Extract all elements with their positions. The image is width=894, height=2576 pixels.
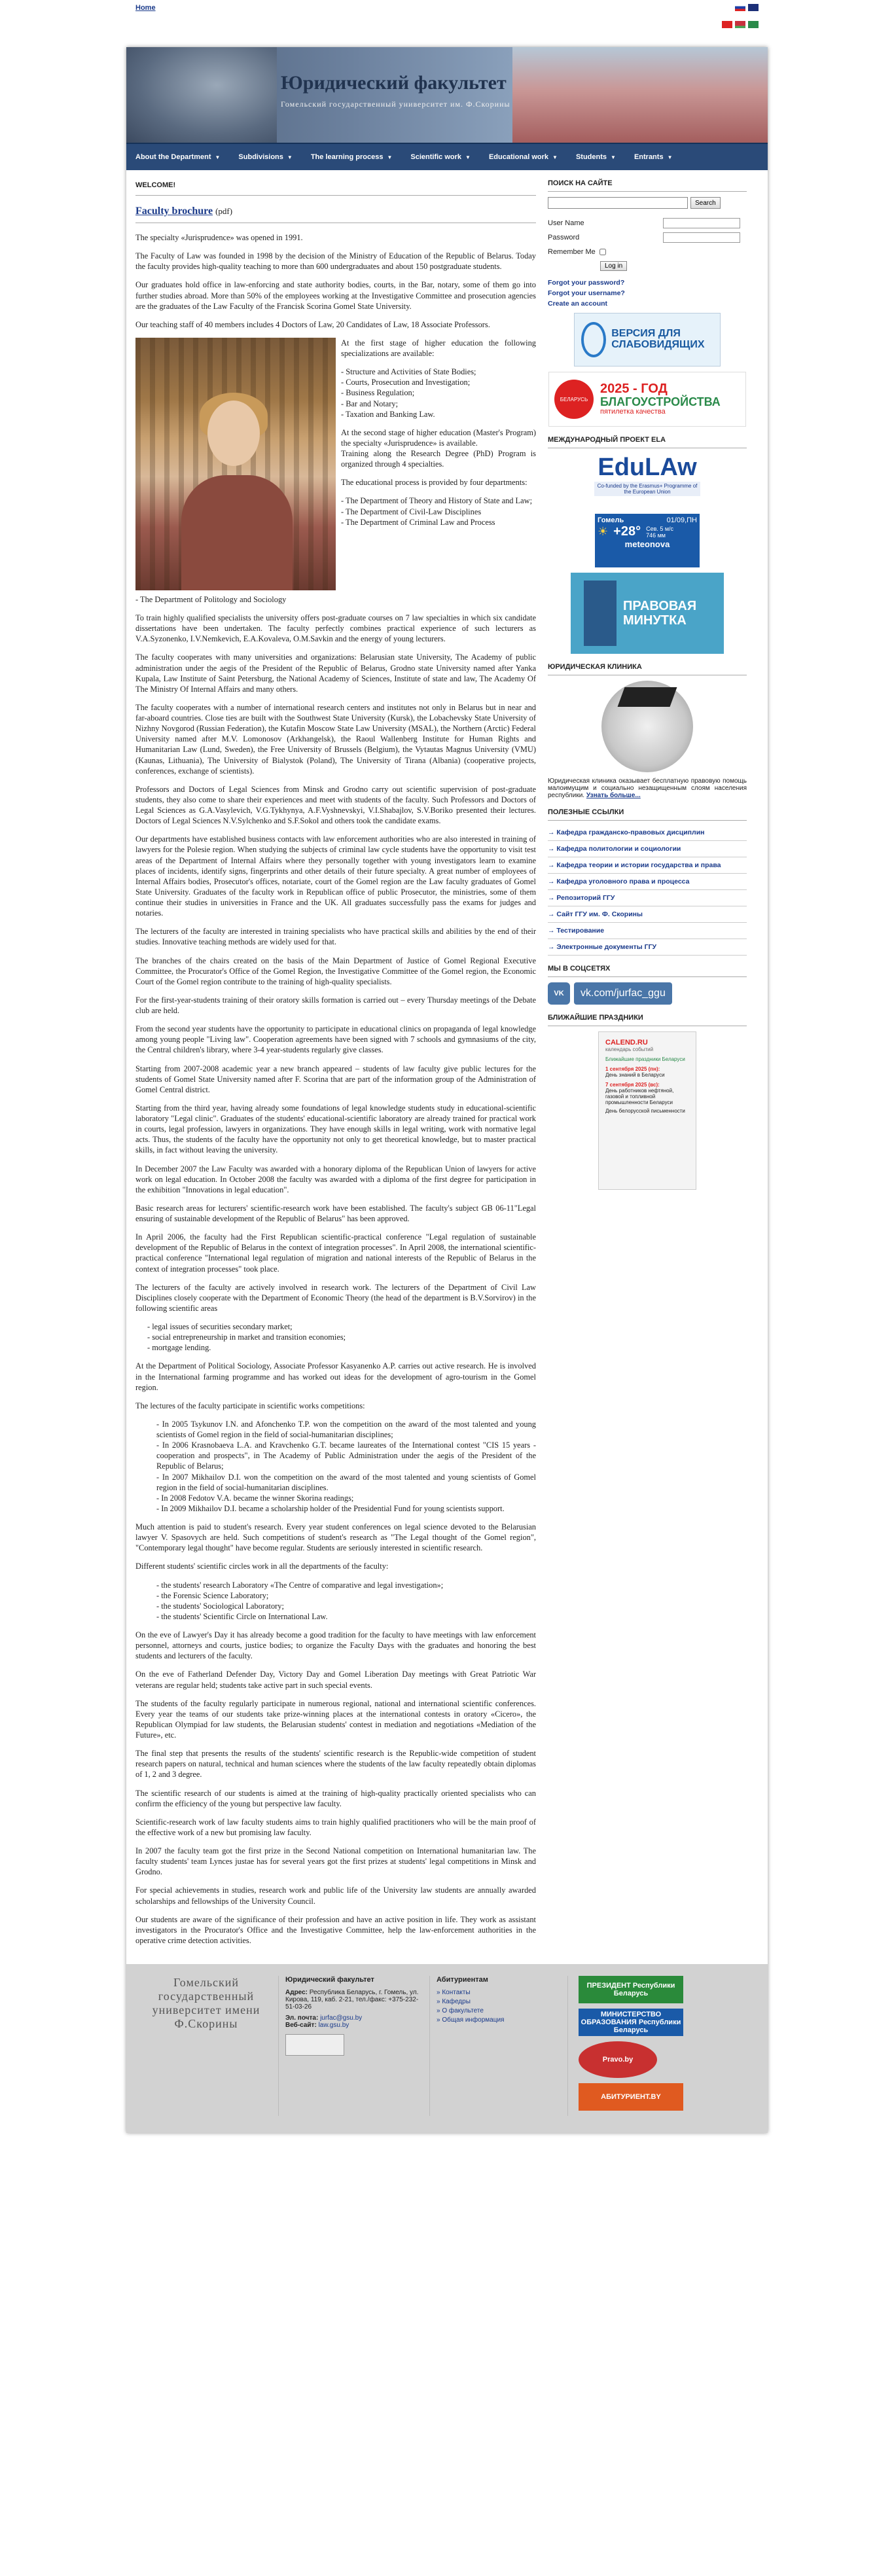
home-link[interactable]: Home	[135, 4, 156, 12]
footer-faculty-col	[278, 1976, 429, 2116]
list-item: - Courts, Prosecution and Investigation;	[341, 378, 471, 387]
holiday-event: День знаний в Беларуси	[605, 1072, 665, 1078]
paragraph: The scientific research of our students is aimed at the training of high-quality practically oriented specialists who can confirm the efficiency of the young but perspective law faculty.	[135, 1788, 536, 1808]
circles-list	[135, 1580, 536, 1622]
paragraph: In 2007 the faculty team got the first prize in the Second National competition on International humanitarian law. The faculty students' team Lynces justae has for several years got the first prizes at students' legal competitions in Minsk and Grodno.	[135, 1846, 536, 1877]
paragraph: Our graduates hold office in law-enforcing and state authority bodies, courts, in the Bar, notary, some of them go into further studies abroad. More than 50% of the employees working at the Investigative Committee and prosecution agencies are the graduates of the Law Faculty of the Francisk Scorina Gomel State University.	[135, 280, 536, 311]
holiday-event: День белорусской письменности	[605, 1108, 685, 1114]
list-item: - the students' Sociological Laboratory;	[156, 1601, 284, 1611]
password-label: Password	[548, 234, 580, 241]
chevron-down-icon: ▼	[215, 154, 221, 160]
holiday-calendar-widget[interactable]	[598, 1031, 696, 1190]
footer-entrants-col	[429, 1976, 567, 2116]
nav-educational[interactable]	[480, 144, 567, 170]
forgot-password-link[interactable]: Forgot your password?	[548, 279, 625, 287]
weather-date: 01/09,ПН	[666, 516, 697, 524]
nav-about[interactable]	[126, 144, 229, 170]
year-banner[interactable]	[548, 372, 746, 427]
weather-body	[598, 524, 697, 539]
holiday-date: 1 сентября 2025 (пн):	[605, 1066, 660, 1072]
flag-en-icon[interactable]	[748, 4, 759, 11]
belarus-emblem-icon: БЕЛАРУСЬ	[554, 380, 594, 419]
areas-list	[135, 1321, 536, 1353]
paragraph: The branches of the chairs created on the basis of the Main Department of Justice of Gomel Regional Executive Committee, the Procurator's Office of the Gomel Region, the Investigative Committee of the Gomel region, the Economic Court of the Gomel region contribute to the training of high-quality specialists.	[135, 956, 536, 986]
brochure-line	[135, 205, 536, 219]
paragraph: At the Department of Political Sociology, Associate Professor Kasyanenko A.P. carries out active research. He is involved in the International farming programme and has worked out ideas for the development of agro-tourism in the Gomel region.	[135, 1361, 536, 1392]
edulaw-eu-caption: Co-funded by the Erasmus+ Programme of the European Union	[594, 482, 700, 496]
nav-students[interactable]	[567, 144, 625, 170]
footer-email	[285, 2014, 423, 2022]
useful-link[interactable]: → Кафедра уголовного права и процесса	[548, 874, 747, 890]
paragraph: The students of the faculty regularly participate in numerous regional, national and international scientific conferences. Every year the teams of our students take prize-winning places at the international contests in oratory «Cicero», the Republican Olympiad for law students, the Belarusian students' contest in mediation and negotiations «Mediation of the Future», etc.	[135, 1698, 536, 1740]
paragraph: Professors and Doctors of Legal Sciences from Minsk and Grodno carry out scientific supervision of post-graduate students, they also come to share their experiences and meet with students of the faculty. Such Professors and Doctors of Legal Sciences as G.A.Vasylevich, V.G.Tykhynya, A.F.Vyshnevskyi, V.I.Shabajlov, S.V.Boriko presented their lectures. Doctors of Legal Sciences N.V.Sylchenko and S.F.Sokol and others took the candidate exams.	[135, 784, 536, 826]
site-title[interactable]: Юридический факультет	[281, 72, 507, 94]
clinic-logo[interactable]	[601, 681, 693, 772]
president-badge[interactable]: ПРЕЗИДЕНТ Республики Беларусь	[579, 1976, 683, 2003]
paragraph: For the first-year-students training of their oratory skills formation is carried out – every Thursday meetings of the Debate club are held.	[135, 995, 536, 1016]
paragraph: The faculty cooperates with many universities and organizations: Belarusian state University, The Academy of public administration under the aegis of the President of the Republic of Belarus, Grodno state University named after Yanka Kupala, Law Institute of Saint Petersburg, the National Academy of Sciences, Institute of state and law, The Academy Of The Ministry Of Internal Affairs and many others.	[135, 653, 536, 694]
holidays-heading: БЛИЖАЙШИЕ ПРАЗДНИКИ	[548, 1014, 643, 1022]
legal-minute-text	[623, 599, 696, 628]
create-account-link[interactable]: Create an account	[548, 300, 608, 308]
flag-ru-icon[interactable]	[735, 4, 745, 11]
paragraph: Starting from the third year, having already some foundations of legal knowledge students study in educational-scientific laboratory "Legal clinic". Graduates of the students' educational-scientific laboratory are already trained for practical work in courts, legal profession, lawyers in organizations. They have enough skills in legal writing, work with normative legal acts. Thus, the students of the faculty have the opportunity not only to get theoretical knowledge, but to master practical skills, in fact without leaving the university.	[135, 1103, 536, 1155]
nav-label: Students	[575, 153, 607, 161]
search-form	[548, 197, 747, 209]
useful-link[interactable]: → Кафедра теории и истории государства и права	[548, 857, 747, 874]
paragraph: The Faculty of Law was founded in 1998 by the decision of the Ministry of Education of the Republic of Belarus. Today the faculty provides high-quality teaching to more than 600 undergraduates and about 150 postgraduate students.	[135, 251, 536, 272]
list-item: - the Forensic Science Laboratory;	[156, 1590, 269, 1600]
nav-label: About the Department	[135, 153, 211, 161]
paragraph: For special achievements in studies, research work and public life of the University law students are annually awarded scholarships and fellowships of the University Council.	[135, 1886, 536, 1906]
list-item: - Bar and Notary;	[341, 399, 399, 408]
list-item: - social entrepreneurship in market and transition economies;	[147, 1333, 346, 1342]
username-label: User Name	[548, 219, 584, 227]
low-vision-label: ВЕРСИЯ ДЛЯ СЛАБОВИДЯЩИХ	[611, 328, 705, 350]
web-label: Веб-сайт:	[285, 2022, 317, 2030]
paragraph: Scientific-research work of law faculty students aims to train highly qualified practitioners who will be the main proof of the effective work of a new but promising law faculty.	[135, 1817, 536, 1837]
chevron-down-icon: ▼	[552, 154, 558, 160]
year-banner-line: 2025 - ГОД	[600, 382, 668, 397]
weather-widget[interactable]	[595, 514, 700, 567]
paragraph: In December 2007 the Law Faculty was awarded with a honorary diploma of the Republican Union of lawyers for active work on legal education. In October 2008 the faculty was awarded with a diploma of the first degree for participation in the exhibition "Innovations in legal education".	[135, 1164, 536, 1194]
content-area	[126, 170, 768, 1954]
flag-by-icon[interactable]	[735, 21, 745, 28]
photo-figure-face	[207, 401, 260, 466]
clinic-text-block	[548, 778, 747, 799]
paragraph: The lecturers of the faculty are interested in training specialists who have practical skills and abilities by the end of their studies. Innovative teaching methods are widely used for that.	[135, 927, 536, 947]
nav-label: Scientific work	[410, 153, 462, 161]
calendar-subtitle: календарь событий	[605, 1046, 654, 1052]
useful-link[interactable]: → Кафедра политологии и социологии	[548, 841, 747, 857]
footer-web	[285, 2022, 423, 2029]
nav-scientific[interactable]	[401, 144, 480, 170]
paragraph: To train highly qualified specialists the university offers post-graduate courses on 7 law specialties in which six candidate dissertations have been undertaken. The faculty perfectly combines practical experience of such lecturers as V.A.Syzonenko, I.V.Nemkevich, E.A.Kovaleva, O.M.Savkin and the energy of young lecturers.	[135, 613, 536, 644]
useful-link[interactable]: → Тестирование	[548, 923, 747, 939]
language-flags-secondary	[722, 21, 759, 28]
legal-minute-banner[interactable]	[571, 573, 724, 654]
ela-heading: МЕЖДУНАРОДНЫЙ ПРОЕКТ ELA	[548, 436, 666, 444]
forgot-username-link[interactable]: Forgot your username?	[548, 289, 625, 297]
paragraph: Starting from 2007-2008 academic year a new branch appeared – students of law faculty give public lectures for the students of Gomel State University named after F. Scorina that are part of the information group of the Administration of Gomel Central district.	[135, 1064, 536, 1094]
list-item: - The Department of Politology and Sociology	[135, 594, 287, 604]
brochure-suffix: (pdf)	[215, 206, 233, 217]
specializations-block	[135, 338, 536, 594]
clinic-description: Юридическая клиника оказывает бесплатную правовую помощь малоимущим и социально незащищенным слоям населения республики.	[548, 778, 747, 799]
footer-logo-line: государственный	[158, 1990, 255, 2003]
chevron-down-icon: ▼	[667, 154, 673, 160]
list-item: - Structure and Activities of State Bodies;	[341, 367, 476, 377]
paragraph: The lectures of the faculty participate in scientific works competitions:	[135, 1401, 365, 1410]
footer-col-title: Юридический факультет	[285, 1976, 374, 1984]
graduation-cap-icon	[618, 687, 677, 707]
low-vision-banner[interactable]	[574, 313, 721, 367]
divider	[548, 191, 747, 192]
door-icon	[584, 581, 617, 646]
photo-figure-body	[181, 475, 293, 590]
sun-icon: ☀	[598, 525, 609, 538]
nav-label: The learning process	[310, 153, 384, 161]
paragraph: The faculty cooperates with a number of international research centers and institutes not only in Belarus but in near and far-aboard countries. Close ties are built with the Southwest State University (Kursk), the Lobachevsky State University of Nizhny Novgorod (Russian Federation), the Kutafin Moscow State Law University (MSAL), the Northern (Arctic) Federal University named after M.V. Lomonosov (Arkhangelsk), the Raoul Wallenberg Institute for Human Rights and Humanitarian Law (Lund, Sweden), the Free University of Brussels (Belgium), the Vytautas Magnus University (VMU) (Kaunas, Lithuania), The University of Bialystok (Poland), The University of Tirana (Albania) (cooperative projects, conferences, exchange of scientists).	[135, 702, 536, 776]
flag-tm-icon[interactable]	[748, 21, 759, 28]
holiday-date: 7 сентября 2025 (вс):	[605, 1082, 660, 1088]
list-item: - In 2005 Tsykunov I.N. and Afonchenko T.P. won the competition on the award of the most talented and young scientists of Gomel region in the field of social-humanitarian disciplines;	[156, 1419, 536, 1440]
footer-link[interactable]: » Кафедры	[437, 1998, 471, 2006]
paragraph: The specialty «Jurisprudence» was opened in 1991.	[135, 233, 303, 243]
chevron-down-icon: ▼	[465, 154, 471, 160]
footer-address	[285, 1989, 423, 2011]
username-field[interactable]	[663, 218, 740, 228]
list-item: - In 2006 Krasnobaeva L.A. and Kravchenko G.T. became laureates of the International contest "CIS 15 years - cooperation and prospects", in The Academy of Public Administration under the aegis of the President of the Republic of Belarus;	[156, 1440, 536, 1471]
legal-minute-line: МИНУТКА	[623, 613, 687, 628]
brochure-link[interactable]: Faculty brochure	[135, 206, 213, 217]
abiturient-badge[interactable]: АБИТУРИЕНТ.BY	[579, 2083, 683, 2111]
social-heading: МЫ В СОЦСЕТЯХ	[548, 965, 611, 973]
vk-url: vk.com/jurfac_ggu	[574, 982, 672, 1005]
chevron-down-icon: ▼	[387, 154, 393, 160]
paragraphs-group-2	[135, 1630, 536, 1946]
useful-links-heading: ПОЛЕЗНЫЕ ССЫЛКИ	[548, 808, 624, 816]
language-flags	[735, 4, 759, 11]
nav-entrants[interactable]	[625, 144, 682, 170]
phd-text: Training along the Research Degree (PhD) Program is organized through 4 specialties.	[341, 449, 536, 469]
ministry-badge[interactable]: МИНИСТЕРСТВО ОБРАЗОВАНИЯ Республики Беларусь	[579, 2009, 683, 2036]
paragraphs-group	[135, 613, 536, 1314]
login-form	[548, 218, 747, 271]
main-nav	[126, 143, 768, 170]
site-search-heading: ПОИСК НА САЙТЕ	[548, 179, 613, 187]
calendar-subtitle-2: Ближайшие праздники Беларуси	[605, 1056, 685, 1062]
list-item: - mortgage lending.	[147, 1343, 211, 1353]
clinic-more-link[interactable]: Узнать больше...	[586, 792, 641, 799]
paragraph: In April 2006, the faculty had the First Republican scientific-practical conference "Legal regulation of sustainable development of the Republic of Belarus in the context of integration processes". In April 2008, the international scientific-practical conference "International legal regulation of migration and national interests of the Republic of Belarus in the context of integration processes" took place.	[135, 1232, 536, 1274]
username-row	[548, 218, 747, 228]
list-item: - In 2007 Mikhailov D.I. won the competition on the award of the most talented and young scientists of Gomel region in the field of social-humanitarian disciplines.	[156, 1472, 536, 1492]
footer-link[interactable]: » Контакты	[437, 1989, 471, 1997]
year-banner-line: пятилетка качества	[600, 408, 666, 416]
remember-checkbox[interactable]	[599, 249, 606, 255]
themis-statue-image	[126, 47, 277, 143]
divider	[135, 195, 536, 196]
flag-cn-icon[interactable]	[722, 21, 732, 28]
address-label: Адрес:	[285, 1989, 308, 1997]
search-button[interactable]: Search	[690, 197, 721, 209]
nav-label: Educational work	[488, 153, 549, 161]
chevron-down-icon: ▼	[611, 154, 616, 160]
list-item: - In 2008 Fedotov V.A. became the winner Skorina readings;	[156, 1493, 354, 1503]
email-label: Эл. почта:	[285, 2014, 319, 2022]
email-link[interactable]: jurfac@gsu.by	[320, 2014, 363, 2022]
divider	[548, 820, 747, 821]
paragraph: Our teaching staff of 40 members includes 4 Doctors of Law, 20 Candidates of Law, 18 Associate Professors.	[135, 319, 490, 329]
legal-minute-line: ПРАВОВАЯ	[623, 599, 697, 613]
page-container	[126, 47, 768, 2133]
footer-link[interactable]: » Общая информация	[437, 2016, 505, 2024]
vk-icon: VK	[548, 982, 570, 1005]
main-column	[135, 170, 548, 1954]
nav-subdivisions[interactable]	[229, 144, 301, 170]
paragraph: Much attention is paid to student's research. Every year student conferences on legal science devoted to the Belarusian lawyer V. Spasovych are held. Such competitions of student's research as "The Legal thought of the Gomel region", "Contemporary legal thought" have become regular. Students are seriously interested in scientific research.	[135, 1522, 536, 1553]
dean-photo	[135, 338, 336, 590]
weather-brand: meteonova	[624, 539, 670, 549]
list-item: - The Department of Criminal Law and Process	[341, 517, 495, 527]
divider	[548, 976, 747, 977]
list-item: - the students' research Laboratory «The Centre of comparative and legal investigation»;	[156, 1580, 444, 1590]
second-stage-text: At the second stage of higher education (Master's Program) the specialty «Jurisprudence» is available.	[341, 427, 536, 448]
paragraph: Basic research areas for lecturers' scientific-research work have been established. The faculty's subject GB 06-11"Legal ensuring of sustainable development of the Republic of Belarus" has been approved.	[135, 1203, 536, 1224]
remember-row	[548, 247, 747, 257]
vk-link[interactable]	[548, 982, 747, 1005]
welcome-heading: WELCOME!	[135, 181, 176, 189]
list-item: - legal issues of securities secondary market;	[147, 1322, 293, 1332]
edulaw-banner[interactable]	[594, 454, 700, 509]
useful-link[interactable]: → Кафедра гражданско-правовых дисциплин	[548, 825, 747, 841]
list-item: - Business Regulation;	[341, 388, 415, 398]
paragraph: Our departments have established business contacts with law enforcement authorities who are also interested in training of lawyers for the Polesie region. When studying the subjects of criminal law cycle students have the opportunity to visit test areas of the Department of Internal Affairs where they personally together with young investigators learn to examine places of incidents, identify signs, fingerprints and other details of their future specialty. A great number of employees of Internal Affairs bodies, Prosecutor's offices, notariate, court of the Gomel region are the Law faculty graduates of Gomel State University. Graduates of the faculty work in Republican office of public Prosecutor, the ministries, some of them continue their studies in universities in France and the UK. All graduates successfully pass the exams for judges and notaries.	[135, 834, 536, 918]
footer	[126, 1964, 768, 2133]
paragraph: Different students' scientific circles work in all the departments of the faculty:	[135, 1562, 389, 1571]
nav-label: Entrants	[634, 153, 664, 161]
footer-logo-line: Ф.Скорины	[174, 2017, 238, 2031]
paragraph: Our students are aware of the significance of their profession and have an active position in life. They work as assistant investigators in the Procurator's Office and the Investigative Committee, help the law-enforcement authorities in the operative crime detection activities.	[135, 1914, 536, 1945]
useful-links-list	[548, 825, 747, 956]
list-item: - The Department of Civil-Law Disciplines	[341, 507, 482, 516]
spec-intro: At the first stage of higher education the following specializations are available:	[341, 338, 536, 359]
remember-label: Remember Me	[548, 248, 596, 256]
header-banner	[126, 47, 768, 143]
footer-logo-line: Гомельский	[173, 1976, 240, 1990]
weather-temp: +28°	[613, 524, 641, 539]
counter-badge[interactable]	[285, 2034, 344, 2056]
login-button[interactable]: Log in	[600, 261, 627, 271]
search-input[interactable]	[548, 197, 688, 209]
paragraph: On the eve of Lawyer's Day it has already become a good tradition for the faculty to have meetings with law enforcement personnel, attorneys and courts, justice bodies; to organize the Faculty Days with the graduates and honoring the best students and lecturers of the faculty.	[135, 1630, 536, 1661]
useful-link[interactable]: → Сайт ГГУ им. Ф. Скорины	[548, 906, 747, 923]
calendar-brand: CALEND.RU	[605, 1039, 648, 1046]
list-item: - the students' Scientific Circle on International Law.	[156, 1611, 328, 1621]
weather-details	[646, 526, 673, 539]
paragraph: The final step that presents the results of the students' scientific research is the Republic-wide competition of student research papers on natural, technical and human sciences where the students of the law faculty repeatedly obtain diplomas of 1, 2 and 3 degree.	[135, 1749, 536, 1780]
clinic-heading: ЮРИДИЧЕСКАЯ КЛИНИКА	[548, 663, 642, 671]
useful-link[interactable]: → Репозиторий ГГУ	[548, 890, 747, 906]
nav-label: Subdivisions	[238, 153, 283, 161]
depts-intro: The educational process is provided by four departments:	[341, 478, 527, 488]
paragraph: On the eve of Fatherland Defender Day, Victory Day and Gomel Liberation Day meetings with Great Patriotic War veterans are regular held; students take active part in such special events.	[135, 1670, 536, 1690]
list-item: - In 2009 Mikhailov D.I. became a scholarship holder of the Presidential Fund for young scientists support.	[156, 1503, 505, 1513]
useful-link[interactable]: → Электронные документы ГГУ	[548, 939, 747, 956]
list-item: - Taxation and Banking Law.	[341, 409, 435, 419]
list-item: - The Department of Theory and History of State and Law;	[341, 496, 533, 506]
competitions-list	[135, 1419, 536, 1514]
address-text: Республика Беларусь, г. Гомель, ул. Кирова, 119, каб. 2-21, тел./факс: +375-232-51-03-26	[285, 1989, 419, 2011]
site-subtitle: Гомельский государственный университет им. Ф.Скорины	[281, 99, 510, 109]
password-field[interactable]	[663, 232, 740, 243]
footer-university-logo	[134, 1976, 278, 2116]
nav-learning[interactable]	[302, 144, 402, 170]
pravo-badge[interactable]: Pravo.by	[579, 2041, 657, 2078]
paragraph: The lecturers of the faculty are actively involved in research work. The lecturers of the Department of Civil Law Disciplines closely cooperate with the Department of Economic Theory (the head of the department is B.V.Sorvirov) in the following scientific areas	[135, 1282, 536, 1313]
eye-icon	[581, 322, 606, 357]
edulaw-logo: EduLAw	[598, 454, 697, 481]
top-bar	[126, 0, 768, 47]
sidebar	[548, 170, 747, 1954]
year-banner-line: БЛАГОУСТРОЙСТВА	[600, 395, 721, 409]
holiday-event: День работников нефтяной, газовой и топливной промышленности Беларуси	[605, 1088, 674, 1105]
chevron-down-icon: ▼	[287, 154, 293, 160]
university-building-image	[512, 47, 768, 143]
year-banner-text	[600, 382, 721, 416]
weather-wind: Сев. 5 м/с	[646, 525, 674, 532]
footer-col-title: Абитуриентам	[437, 1976, 488, 1984]
footer-badges	[567, 1976, 690, 2116]
footer-logo-line: университет имени	[152, 2003, 260, 2017]
paragraph: From the second year students have the opportunity to participate in educational clinics on propaganda of legal knowledge among young people "Living law". Cooperation agreements have been signed with 7 schools and gymnasiums of the city, the Central children's library, where 3-4 year-students regularly give classes.	[135, 1024, 536, 1055]
password-row	[548, 232, 747, 243]
weather-city: Гомель	[598, 516, 624, 524]
web-link[interactable]: law.gsu.by	[318, 2022, 349, 2030]
footer-link[interactable]: » О факультете	[437, 2007, 484, 2015]
weather-header	[598, 516, 697, 524]
weather-pressure: 746 мм	[646, 531, 666, 539]
